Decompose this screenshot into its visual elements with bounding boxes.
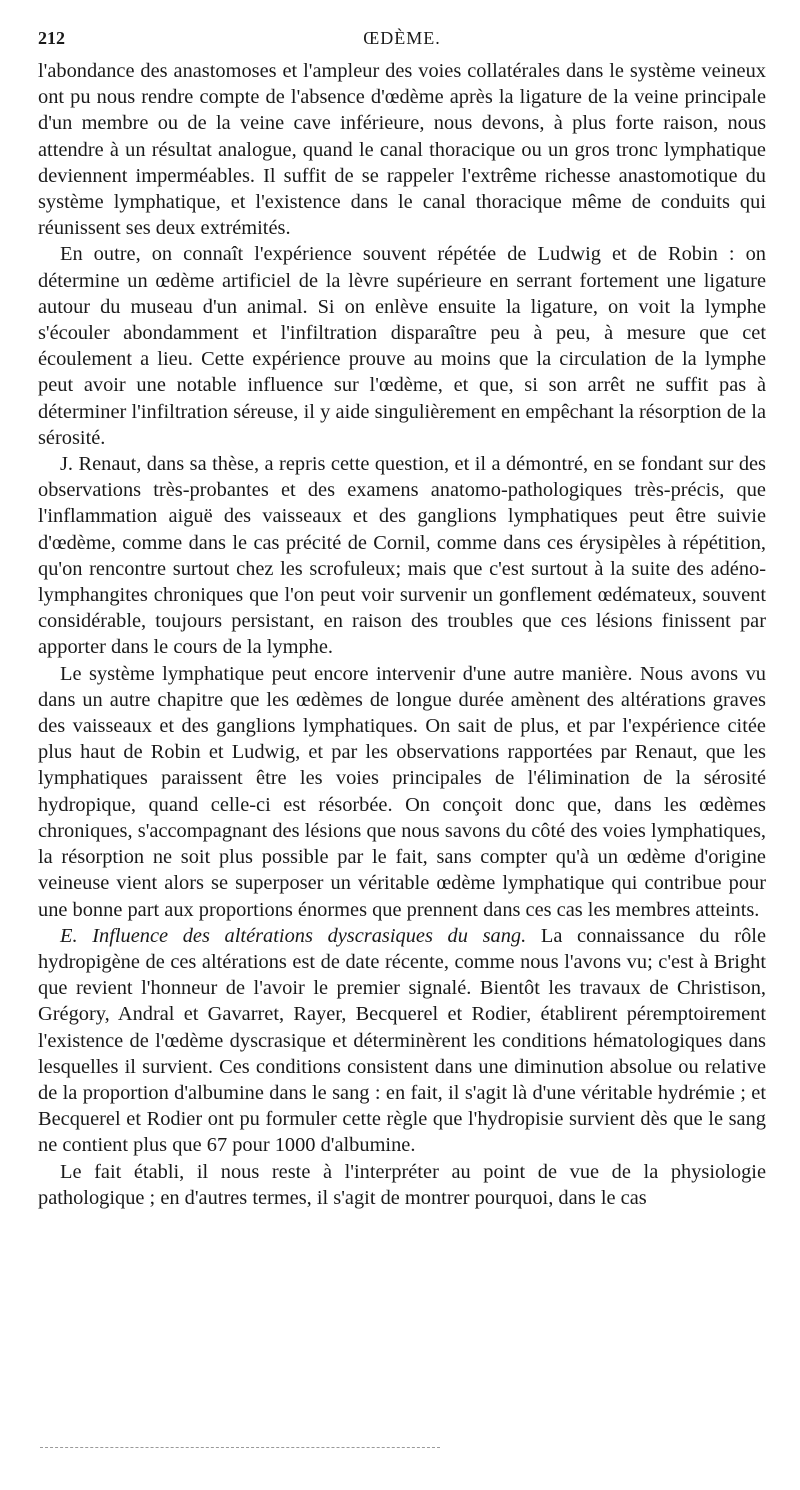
paragraph-text: J. Renaut, dans sa thèse, a repris cette question, et il a démontré, en se fondant sur des observations très-probantes et des examens anatomo-pathologiques très-précis, que l'inflammation aiguë des vaisseaux et des ganglions lymphatiques peut être suivie d'œdème, comme dans le cas précité de Cornil, comme dans ces érysipèles à répétition, qu'on rencontre surtout chez les scrofuleux; mais que c'est surtout à la suite des adéno-lymphangites chroniques que l'on peut voir survenir un gonflement œdémateux, souvent considérable, toujours persistant, en raison des troubles que ces lésions finissent par apporter dans le cours de la lymphe. (38, 453, 766, 659)
running-header (38, 28, 766, 54)
paragraph-text: Le système lymphatique peut encore intervenir d'une autre manière. Nous avons vu dans un autre chapitre que les œdèmes de longue durée amènent des altérations graves des vaisseaux et des ganglions lymphatiques. On sait de plus, et par l'expérience citée plus haut de Robin et Ludwig, et par les observations rapportées par Renaut, que les lymphatiques paraissent être les voies principales de l'élimination de la sérosité hydropique, quand celle-ci est résorbée. On conçoit donc que, dans les œdèmes chroniques, s'accompagnant des lésions que nous savons du côté des voies lymphatiques, la résorption ne soit plus possible par le fait, sans compter qu'à un œdème d'origine veineuse vient alors se superposer un véritable œdème lymphatique qui contribue pour une bonne part aux proportions énormes que prennent dans ces cas les membres atteints. (38, 662, 766, 921)
section-heading-lead: E. Influence des altérations dyscrasiques du sang. (60, 924, 527, 947)
paragraph-text: En outre, on connaît l'expérience souvent répétée de Ludwig et de Robin : on détermine un œdème artificiel de la lèvre supérieure en serrant fortement une ligature autour du museau d'un animal. Si on enlève ensuite la ligature, on voit la lymphe s'écouler abondamment et l'infiltration disparaître peu à peu, à mesure que cet écoulement a lieu. Cette expérience prouve au moins que la circulation de la lymphe peut avoir une notable influence sur l'œdème, et que, si son arrêt ne suffit pas à déterminer l'infiltration séreuse, il y aide singulièrement en empêchant la résorption de la sérosité. (38, 243, 766, 449)
paragraph-4 (38, 661, 766, 923)
paragraph-text: La connaissance du rôle hydropigène de ces altérations est de date récente, comme nous l'avons vu; c'est à Bright que revient l'honneur de l'avoir le premier signalé. Bientôt les travaux de Christison, Grégory, Andral et Gavarret, Rayer, Becquerel et Rodier, établirent péremptoirement l'existence de l'œdème dyscrasique et déterminèrent les conditions hématologiques dans lesquelles il survient. Ces conditions consistent dans une diminution absolue ou relative de la proportion d'albumine dans le sang : en fait, il s'agit là d'une véritable hydrémie ; et Becquerel et Rodier ont pu formuler cette règle que l'hydropisie survient dès que le sang ne contient plus que 67 pour 1000 d'albumine. (38, 924, 766, 1157)
page-body (38, 58, 766, 1211)
page-number: 212 (38, 28, 65, 48)
paragraph-6 (38, 1159, 766, 1211)
running-title: ŒDÈME. (363, 28, 441, 48)
paragraph-text: Le fait établi, il nous reste à l'interpréter au point de vue de la physiologie pathologique ; en d'autres termes, il s'agit de montrer pourquoi, dans le cas (38, 1160, 766, 1209)
paragraph-3 (38, 451, 766, 661)
book-page (38, 28, 766, 1211)
footer-rule (40, 1447, 440, 1448)
paragraph-2 (38, 241, 766, 451)
paragraph-1 (38, 58, 766, 241)
paragraph-text: l'abondance des anastomoses et l'ampleur des voies collatérales dans le système veineux ont pu nous rendre compte de l'absence d'œdème après la ligature de la veine principale d'un membre ou de la veine cave inférieure, nous devons, à plus forte raison, nous attendre à un résultat analogue, quand le canal thoracique ou un gros tronc lymphatique deviennent imperméables. Il suffit de se rappeler l'extrême richesse anastomotique du système lymphatique, et l'existence dans le canal thoracique même de conduits qui réunissent ses deux extrémités. (38, 60, 766, 240)
paragraph-5 (38, 923, 766, 1159)
